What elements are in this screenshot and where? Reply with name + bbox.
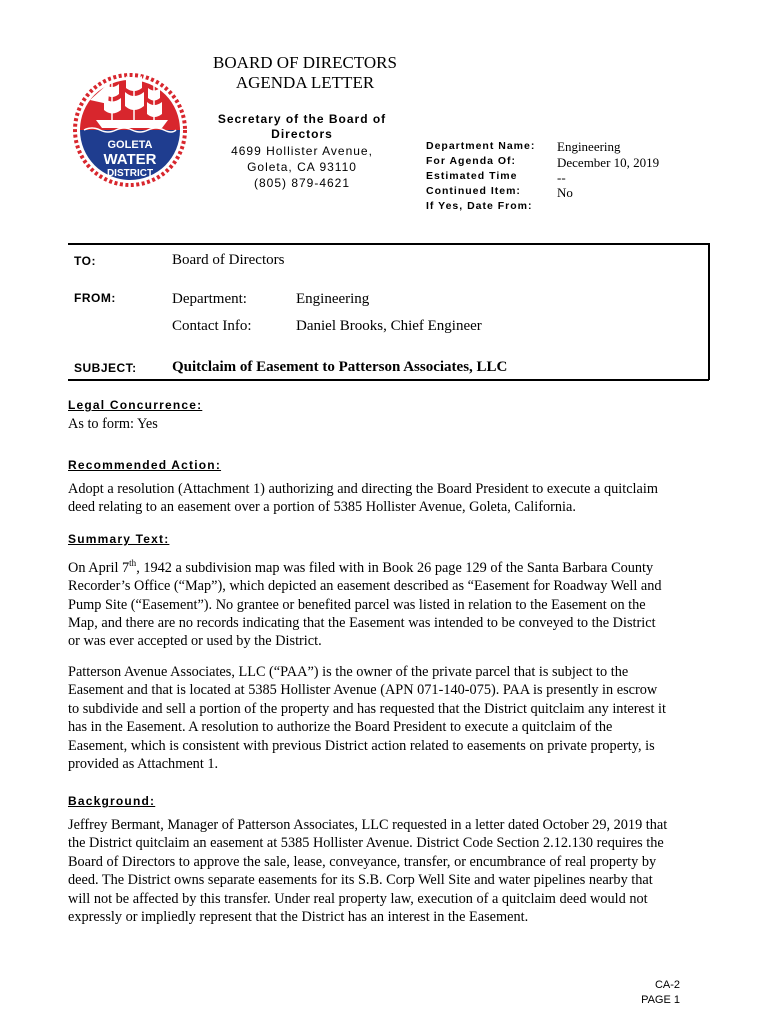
- background-line-4: deed. The District owns separate easements for its S.B. Corp Well Site and water pipelines nearby that: [68, 872, 653, 889]
- summary-p1-line-3: Pump Site (“Easement”). No grantee or benefited parcel was listed in relation to the Easement on the: [68, 596, 646, 613]
- goleta-water-district-logo: [72, 60, 188, 188]
- summary-p2-line-2: Easement and that is located at 5385 Hollister Avenue (APN 071-140-075). PAA is presently in escrow: [68, 682, 658, 699]
- summary-paragraph-1: [68, 554, 708, 651]
- logo-text-water: WATER: [103, 151, 157, 168]
- background-line-2: the District quitclaim an easement at 5385 Hollister Avenue. District Code Section 2.12.130 requires the: [68, 835, 664, 852]
- address-city: Goleta, CA 93110: [247, 160, 357, 174]
- background-paragraph: [68, 816, 708, 926]
- contact-value: Daniel Brooks, Chief Engineer: [296, 318, 482, 334]
- logo-text-district: DISTRICT: [106, 168, 154, 179]
- subject-label: SUBJECT:: [74, 361, 137, 375]
- summary-p2-line-6: provided as Attachment 1.: [68, 756, 219, 773]
- meta-value-estimated-time: --: [557, 170, 566, 185]
- meta-label-department: Department Name:: [426, 140, 536, 152]
- address-street: 4699 Hollister Avenue,: [231, 144, 373, 158]
- summary-p1-rest: , 1942 a subdivision map was filed with in Book 26 page 129 of the Santa Barbara County: [136, 559, 654, 576]
- routing-bottom-rule: [68, 379, 709, 381]
- legal-concurrence-text: As to form: Yes: [68, 416, 158, 432]
- recommended-line-1: Adopt a resolution (Attachment 1) authorizing and directing the Board President to execute a quitclaim: [68, 481, 658, 497]
- logo-graphic: [72, 60, 188, 188]
- background-line-3: Board of Directors to approve the sale, lease, conveyance, transfer, or encumbrance of real property by: [68, 853, 657, 870]
- recommended-line-2: deed relating to an easement over a portion of 5385 Hollister Avenue, Goleta, California.: [68, 499, 576, 516]
- from-label: FROM:: [74, 291, 116, 305]
- routing-top-rule: [68, 243, 709, 245]
- meta-label-date-from: If Yes, Date From:: [426, 200, 533, 212]
- to-value: Board of Directors: [172, 252, 285, 268]
- background-line-1: Jeffrey Bermant, Manager of Patterson Associates, LLC requested in a letter dated October 29, 2019 that: [68, 817, 668, 833]
- recommended-action-text: [68, 480, 708, 517]
- meta-value-continued-item: No: [557, 185, 573, 200]
- department-label: Department:: [172, 291, 247, 307]
- subject-value: Quitclaim of Easement to Patterson Associates, LLC: [172, 359, 508, 375]
- summary-p1-line-4: Map, and there are no records indicating that the Easement was intended to be conveyed to the District: [68, 614, 656, 631]
- footer-page-number: PAGE 1: [641, 994, 680, 1006]
- footer-code: CA-2: [654, 979, 680, 991]
- summary-p2-line-4: has in the Easement. A resolution to authorize the Board President to execute a quitclaim of the: [68, 719, 613, 736]
- meta-value-department: Engineering: [557, 139, 621, 154]
- meta-value-agenda-of: December 10, 2019: [557, 155, 660, 170]
- background-line-6: expressly or impliedly represent that the District has an interest in the Easement.: [68, 909, 529, 926]
- legal-concurrence-heading: Legal Concurrence:: [68, 398, 203, 412]
- department-value: Engineering: [296, 291, 370, 307]
- summary-p1-line-5: or was ever accepted or used by the District.: [68, 633, 322, 650]
- meta-label-agenda-of: For Agenda Of:: [426, 155, 517, 167]
- summary-p1-line-2: Recorder’s Office (“Map”), which depicted an easement described as “Easement for Roadway Well and: [68, 578, 662, 595]
- summary-p1-start: On April 7: [68, 559, 130, 576]
- to-label: TO:: [74, 254, 96, 268]
- contact-label: Contact Info:: [172, 318, 252, 334]
- background-line-5: will not be affected by this transfer. Under real property law, execution of a quitclaim deed would not: [68, 890, 648, 907]
- recommended-action-heading: Recommended Action:: [68, 458, 222, 472]
- summary-p1-line-1: [68, 554, 708, 577]
- summary-heading: Summary Text:: [68, 532, 170, 546]
- meta-label-estimated-time: Estimated Time: [426, 170, 518, 182]
- background-heading: Background:: [68, 794, 156, 808]
- summary-p2-line-1: Patterson Avenue Associates, LLC (“PAA”) is the owner of the private parcel that is subject to the: [68, 664, 629, 680]
- secretary-line-1: Secretary of the Board of: [217, 112, 387, 126]
- phone-number: (805) 879-4621: [253, 176, 351, 190]
- routing-right-rule: [708, 243, 710, 380]
- summary-p2-line-3: to subdivide and sell a portion of the property and has requested that the District quitclaim any interest it: [68, 700, 666, 717]
- document-title: BOARD OF DIRECTORS: [213, 53, 397, 72]
- summary-p2-line-5: Easement, which is consistent with previous District action related to easements on private property, is: [68, 737, 655, 754]
- secretary-line-2: Directors: [271, 127, 333, 141]
- logo-text-goleta: GOLETA: [107, 139, 153, 151]
- summary-p1-superscript: th: [129, 558, 137, 568]
- summary-paragraph-2: [68, 663, 708, 773]
- document-subtitle: AGENDA LETTER: [235, 73, 375, 92]
- meta-label-continued-item: Continued Item:: [426, 185, 521, 197]
